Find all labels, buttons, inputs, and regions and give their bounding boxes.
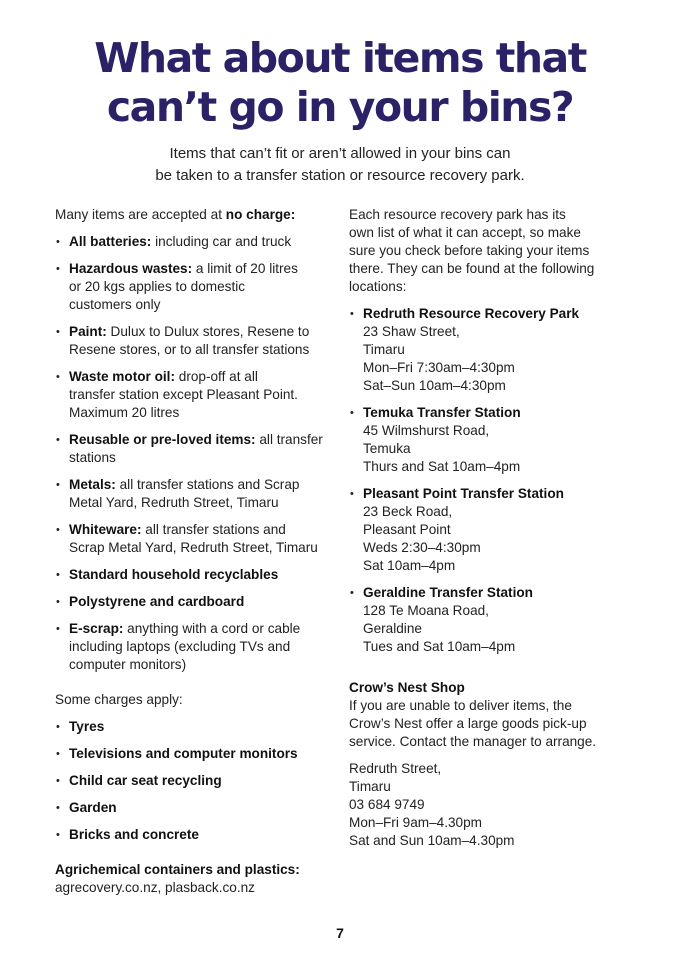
title-line-1: What about items that <box>94 34 586 82</box>
page-number: 7 <box>336 925 344 941</box>
locations-list <box>349 305 639 656</box>
list-item: • Child car seat recycling <box>55 772 340 790</box>
list-item: • Reusable or pre-loved items: all transfer stations <box>55 431 340 467</box>
list-item: • Metals: all transfer stations and Scrap Metal Yard, Redruth Street, Timaru <box>55 476 340 512</box>
location-temuka: • Temuka Transfer Station 45 Wilmshurst Road, Temuka Thurs and Sat 10am–4pm <box>349 404 639 476</box>
page-title <box>0 34 680 132</box>
list-item: • All batteries: including car and truck <box>55 233 340 251</box>
charged-items-list <box>55 718 340 844</box>
location-geraldine: • Geraldine Transfer Station 128 Te Moana Road, Geraldine Tues and Sat 10am–4pm <box>349 584 639 656</box>
list-item: • Whiteware: all transfer stations and Scrap Metal Yard, Redruth Street, Timaru <box>55 521 340 557</box>
list-item: • E-scrap: anything with a cord or cable including laptops (excluding TVs and computer monitors) <box>55 620 340 674</box>
free-items-intro: Many items are accepted at no charge: <box>55 207 296 222</box>
shop-description: If you are unable to deliver items, the Crow’s Nest offer a large goods pick-up service. Contact the manager to arrange. <box>349 698 597 749</box>
agrichemical-links: agrecovery.co.nz, plasback.co.nz <box>55 880 255 895</box>
subtitle-line-1: Items that can’t fit or aren’t allowed in your bins can <box>169 145 511 162</box>
list-item: • Bricks and concrete <box>55 826 340 844</box>
title-line-2: can’t go in your bins? <box>106 83 574 131</box>
shop-heading: Crow’s Nest Shop <box>349 680 465 695</box>
charges-heading: Some charges apply: <box>55 692 183 707</box>
locations-intro: Each resource recovery park has its own list of what it can accept, so make sure you check before taking your items there. They can be found at the following locations: <box>349 207 595 294</box>
list-item: • Garden <box>55 799 340 817</box>
subtitle-line-2: be taken to a transfer station or resource recovery park. <box>155 167 525 184</box>
agrichemical-heading: Agrichemical containers and plastics: <box>55 862 300 877</box>
location-pleasant-point: • Pleasant Point Transfer Station 23 Beck Road, Pleasant Point Weds 2:30–4:30pm Sat 10am–4pm <box>349 485 639 575</box>
list-item: • Televisions and computer monitors <box>55 745 340 763</box>
page-subtitle <box>0 143 680 187</box>
right-column <box>349 206 639 850</box>
free-items-list <box>55 233 340 674</box>
list-item: • Hazardous wastes: a limit of 20 litres or 20 kgs applies to domestic customers only <box>55 260 340 314</box>
list-item: • Standard household recyclables <box>55 566 340 584</box>
list-item: • Polystyrene and cardboard <box>55 593 340 611</box>
left-column <box>55 206 340 897</box>
shop-address: Redruth Street, Timaru 03 684 9749 Mon–Fri 9am–4.30pm Sat and Sun 10am–4.30pm <box>349 761 515 848</box>
list-item: • Paint: Dulux to Dulux stores, Resene to Resene stores, or to all transfer stations <box>55 323 340 359</box>
list-item: • Waste motor oil: drop-off at all transfer station except Pleasant Point. Maximum 20 litres <box>55 368 340 422</box>
list-item: • Tyres <box>55 718 340 736</box>
location-redruth: • Redruth Resource Recovery Park 23 Shaw Street, Timaru Mon–Fri 7:30am–4:30pm Sat–Sun 10am–4:30pm <box>349 305 639 395</box>
